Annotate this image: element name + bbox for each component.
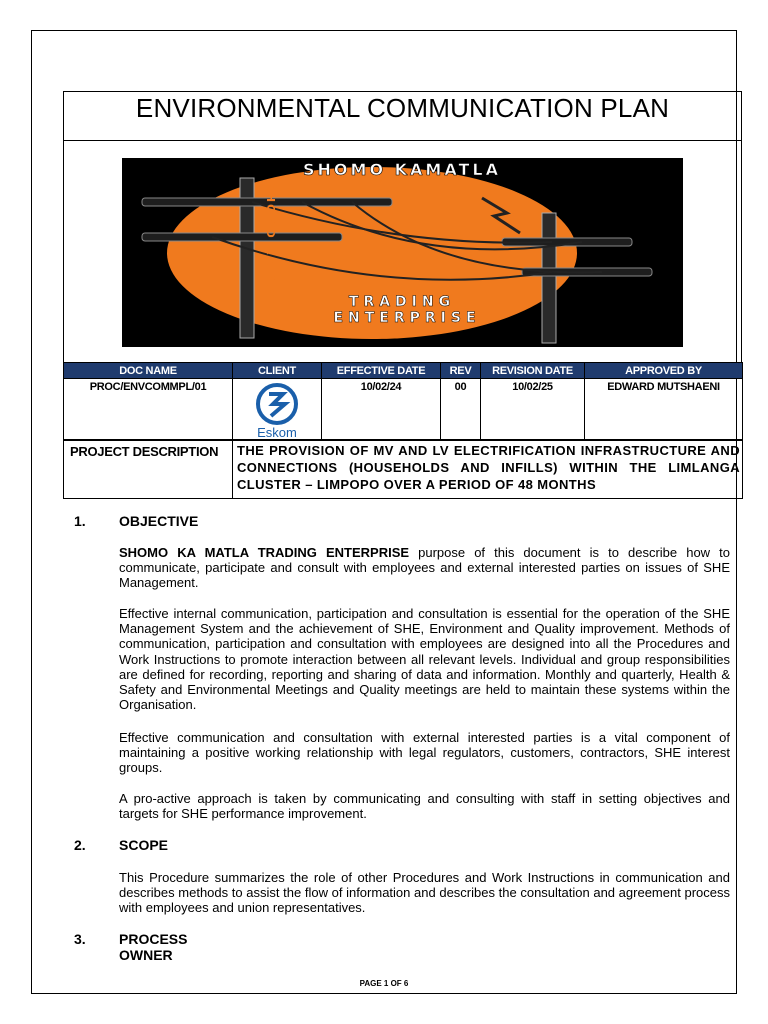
rev-value: 00 [441,379,481,440]
doc-name-value: PROC/ENVCOMMPL/01 [64,379,233,440]
section-title: OBJECTIVE [119,513,199,529]
section-number: 2. [74,837,86,853]
project-description-label: PROJECT DESCRIPTION [64,441,233,499]
document-meta-table [63,362,743,440]
header-doc-name: DOC NAME [64,363,233,379]
section-title: PROCESS OWNER [119,931,188,963]
meta-header-row [64,363,743,379]
objective-paragraph-3: Effective communication and consultation with external interested parties is a vital component of maintaining a positive working relationship with legal regulators, customers, contractors, SHE interest groups. [119,730,730,776]
company-logo [122,158,683,347]
meta-value-row [64,379,743,440]
section-number: 3. [74,931,86,947]
document-title: ENVIRONMENTAL COMMUNICATION PLAN [135,93,670,123]
approved-by-value: EDWARD MUTSHAENI [585,379,743,440]
logo-box [63,140,742,362]
project-description-text: THE PROVISION OF MV AND LV ELECTRIFICATION INFRASTRUCTURE AND CONNECTIONS (HOUSEHOLDS AND INFILLS) WITHIN THE LIMLANGA CLUSTER – LIMPOPO OVER A PERIOD OF 48 MONTHS [233,441,743,499]
header-approved-by: APPROVED BY [585,363,743,379]
section-number: 1. [74,513,86,529]
project-description-table [63,440,743,499]
company-name: SHOMO KA MATLA TRADING ENTERPRISE [119,545,410,560]
section-title: SCOPE [119,837,169,853]
scope-paragraph: This Procedure summarizes the role of other Procedures and Work Instructions in communication and describes methods to assist the flow of information and describes the consultation and agreement process with employees and union representatives. [119,870,730,916]
header-rev: REV [441,363,481,379]
title-box [63,91,742,141]
header-effective-date: EFFECTIVE DATE [322,363,441,379]
objective-paragraph-2: Effective internal communication, participation and consultation is essential for the operation of the SHE Management System and the achievement of SHE, Environment and Quality improvement. Methods of communication, participation and consultation with employees are designed into all the Procedures and Work Instructions to promote interaction between all relevant levels. Individual and group responsibilities are defined for recording, reporting and sharing of data and information. Monthly and quarterly, Health & Safety and Environmental Meetings and Quality meetings are held to maintain these systems within the Organisation. [119,606,730,713]
svg-text:ENTERPRISE: ENTERPRISE [333,310,481,326]
svg-text:TRADING: TRADING [348,294,456,310]
eskom-logo-icon [255,382,299,426]
revision-date-value: 10/02/25 [481,379,585,440]
header-revision-date: REVISION DATE [481,363,585,379]
svg-text:SHOMO KAMATLA: SHOMO KAMATLA [303,160,501,179]
header-client: CLIENT [233,363,322,379]
effective-date-value: 10/02/24 [322,379,441,440]
objective-paragraph-1: SHOMO KA MATLA TRADING ENTERPRISE purpose of this document is to describe how to communicate, participate and consult with employees and external interested parties on issues of SHE Management. [119,545,730,591]
client-logo-cell [233,379,322,440]
objective-paragraph-4: A pro-active approach is taken by communicating and consulting with staff in setting objectives and targets for SHE performance improvement. [119,791,730,822]
svg-text:SHOMO KA MATLA: SHOMO KA MATLA [264,183,277,325]
page-number: PAGE 1 OF 6 [359,979,409,988]
client-name: Eskom [257,425,297,440]
